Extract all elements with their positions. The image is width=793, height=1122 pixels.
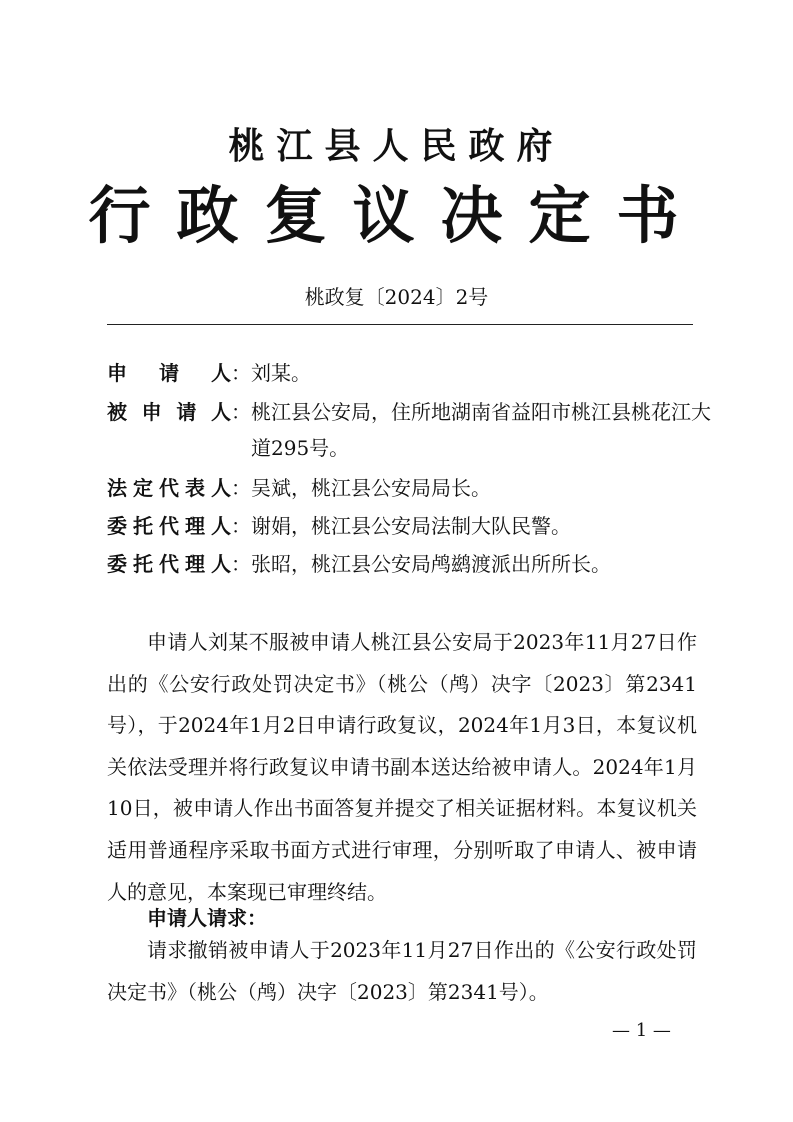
label-colon: ： [231,476,251,500]
party-respondent [107,394,716,466]
party-label: 委托代理人 [107,552,231,576]
party-label: 被申请人 [107,400,231,424]
party-legal-representative [107,470,721,506]
document-number: 桃政复〔2024〕2号 [304,285,489,309]
party-label: 申请人 [107,361,231,385]
label-colon: ： [231,514,251,538]
party-label: 委托代理人 [107,514,231,538]
party-value: 张昭，桃江县公安局鸬鹚渡派出所所长。 [251,552,611,576]
issuing-authority: 桃江县人民政府 [228,126,565,167]
party-value: 吴斌，桃江县公安局局长。 [251,476,491,500]
party-label: 法定代表人 [107,476,231,500]
request-heading: 申请人请求： [147,906,267,930]
document-title: 行政复议决定书 [88,179,705,252]
party-agent-2 [107,546,721,582]
party-value: 桃江县公安局，住所地湖南省益阳市桃江县桃花江大道295号。 [251,400,711,460]
party-agent-1 [107,508,721,544]
request-paragraph: 请求撤销被申请人于2023年11月27日作出的《公安行政处罚决定书》（桃公（鸬）决字〔2023〕第2341号）。 [107,938,697,1004]
label-colon: ： [231,400,251,424]
party-value: 刘某。 [251,361,311,385]
page-number: — 1 — [612,1020,671,1041]
header-divider [107,324,693,325]
label-colon: ： [231,361,251,385]
intro-paragraph: 申请人刘某不服被申请人桃江县公安局于2023年11月27日作出的《公安行政处罚决定书》（桃公（鸬）决字〔2023〕第2341号），于2024年1月2日申请行政复议，2024年1月3日，本复议机关依法受理并将行政复议申请书副本送达给被申请人。2024年1月10日，被申请人作出书面答复并提交了相关证据材料。本复议机关适用普通程序采取书面方式进行审理，分别听取了申请人、被申请人的意见，本案现已审理终结。 [107,630,697,904]
party-applicant [107,355,721,391]
label-colon: ： [231,552,251,576]
party-value: 谢娟，桃江县公安局法制大队民警。 [251,514,571,538]
